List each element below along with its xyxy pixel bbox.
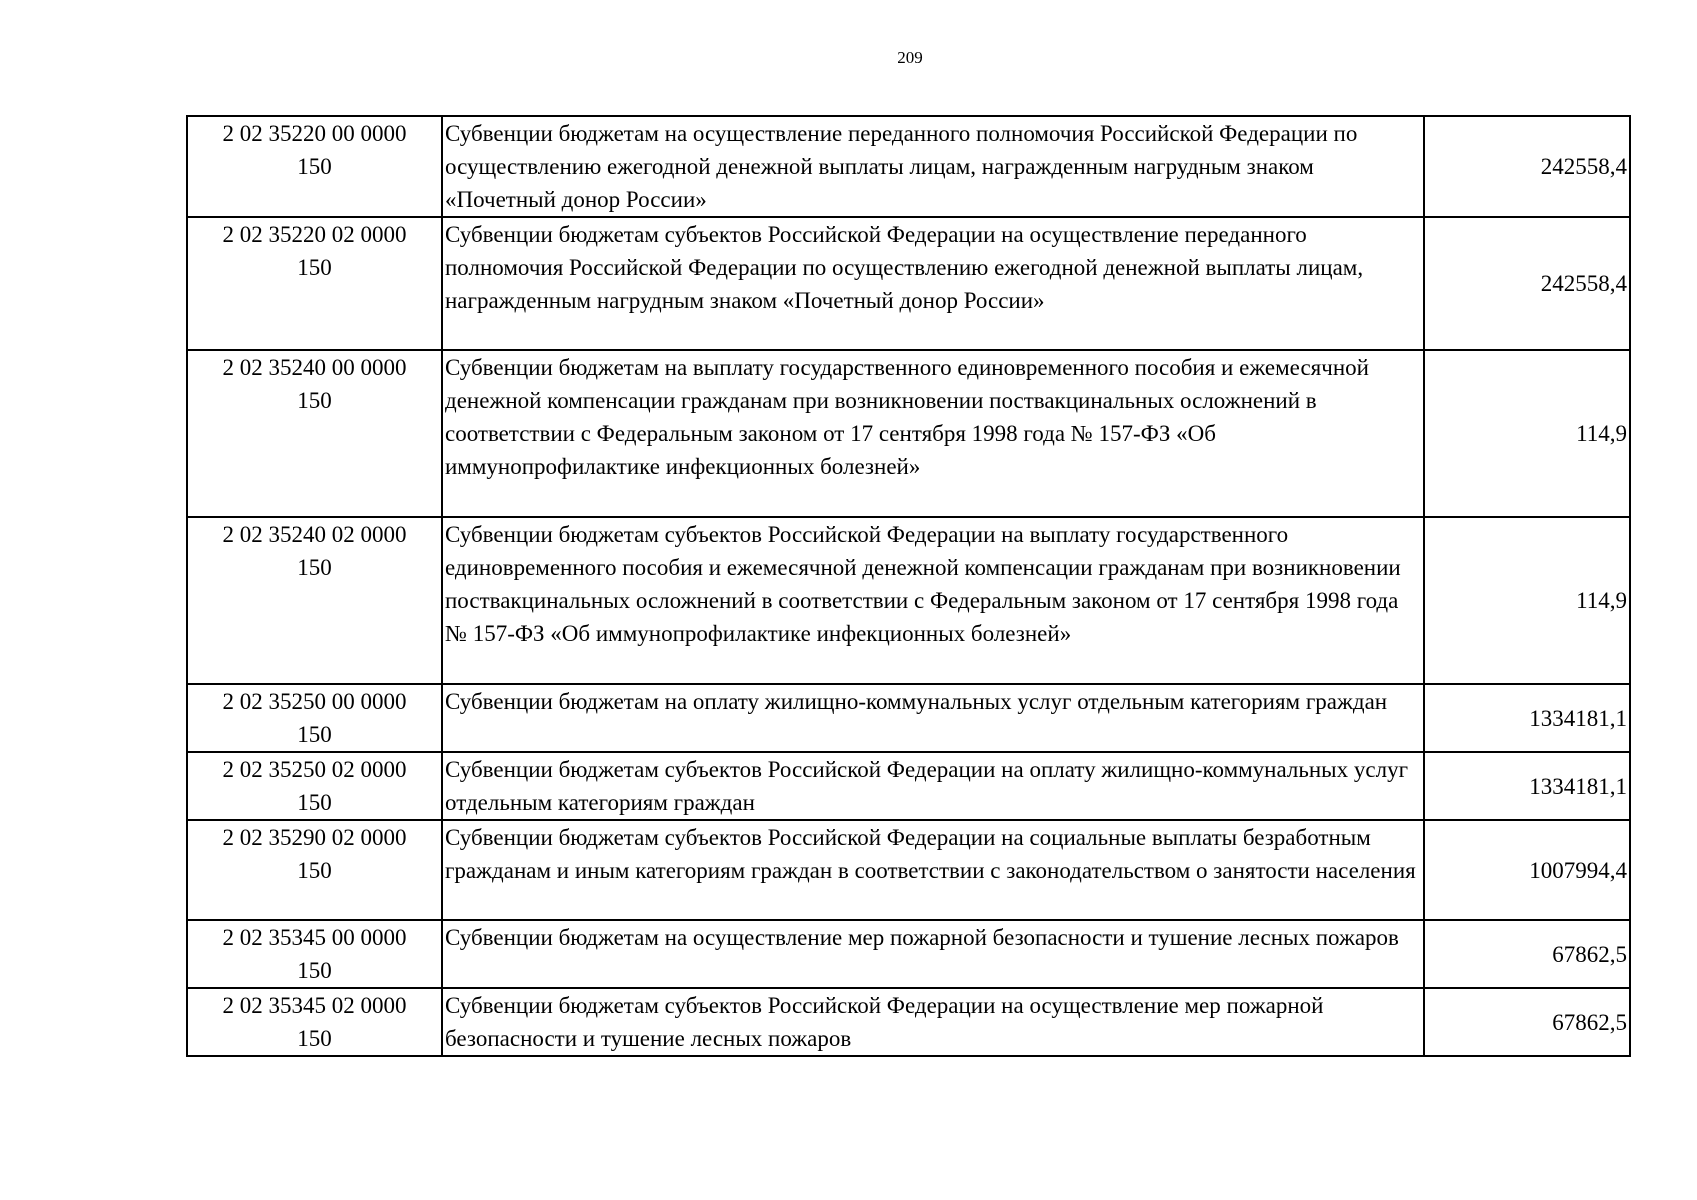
description-cell: Субвенции бюджетам субъектов Российской Федерации на оплату жилищно-коммунальных услуг отдельным категориям граждан: [442, 752, 1424, 820]
code-line-1: 2 02 35220 00 0000: [222, 121, 407, 146]
amount-cell: 1007994,4: [1424, 820, 1630, 920]
code-cell: [187, 752, 442, 820]
amount-cell: 114,9: [1424, 517, 1630, 684]
code-line-1: 2 02 35250 02 0000: [222, 757, 407, 782]
description-cell: Субвенции бюджетам на осуществление мер пожарной безопасности и тушение лесных пожаров: [442, 920, 1424, 988]
code-line-1: 2 02 35290 02 0000: [222, 825, 407, 850]
code-cell: [187, 920, 442, 988]
code-cell: [187, 217, 442, 350]
page-number: 209: [897, 48, 923, 67]
code-line-2: 150: [297, 154, 332, 179]
amount-cell: 242558,4: [1424, 116, 1630, 217]
code-line-1: 2 02 35345 02 0000: [222, 993, 407, 1018]
code-line-2: 150: [297, 388, 332, 413]
table-row: [187, 988, 1630, 1056]
amount-cell: 114,9: [1424, 350, 1630, 517]
code-line-1: 2 02 35240 00 0000: [222, 355, 407, 380]
description-cell: Субвенции бюджетам субъектов Российской Федерации на выплату государственного единовременного пособия и ежемесячной денежной компенсации гражданам при возникновении поствакцинальных осложнений в соответствии с Федеральным законом от 17 сентября 1998 года № 157-ФЗ «Об иммунопрофилактике инфекционных болезней»: [442, 517, 1424, 684]
table-row: [187, 752, 1630, 820]
code-line-1: 2 02 35345 00 0000: [222, 925, 407, 950]
code-cell: [187, 988, 442, 1056]
table-row: [187, 116, 1630, 217]
code-line-2: 150: [297, 1026, 332, 1051]
code-line-1: 2 02 35250 00 0000: [222, 689, 407, 714]
code-line-2: 150: [297, 858, 332, 883]
code-line-2: 150: [297, 555, 332, 580]
table-row: [187, 684, 1630, 752]
table-row: [187, 920, 1630, 988]
description-cell: Субвенции бюджетам на оплату жилищно-коммунальных услуг отдельным категориям граждан: [442, 684, 1424, 752]
code-cell: [187, 517, 442, 684]
description-cell: Субвенции бюджетам на осуществление переданного полномочия Российской Федерации по осуществлению ежегодной денежной выплаты лицам, награжденным нагрудным знаком «Почетный донор России»: [442, 116, 1424, 217]
amount-cell: 1334181,1: [1424, 684, 1630, 752]
code-line-2: 150: [297, 790, 332, 815]
code-cell: [187, 820, 442, 920]
description-cell: Субвенции бюджетам на выплату государственного единовременного пособия и ежемесячной денежной компенсации гражданам при возникновении поствакцинальных осложнений в соответствии с Федеральным законом от 17 сентября 1998 года № 157-ФЗ «Об иммунопрофилактике инфекционных болезней»: [442, 350, 1424, 517]
code-line-2: 150: [297, 958, 332, 983]
table-row: [187, 350, 1630, 517]
description-cell: Субвенции бюджетам субъектов Российской Федерации на осуществление переданного полномочия Российской Федерации по осуществлению ежегодной денежной выплаты лицам, награжденным нагрудным знаком «Почетный донор России»: [442, 217, 1424, 350]
description-cell: Субвенции бюджетам субъектов Российской Федерации на социальные выплаты безработным гражданам и иным категориям граждан в соответствии с законодательством о занятости населения: [442, 820, 1424, 920]
amount-cell: 242558,4: [1424, 217, 1630, 350]
code-cell: [187, 116, 442, 217]
amount-cell: 1334181,1: [1424, 752, 1630, 820]
code-line-2: 150: [297, 255, 332, 280]
code-cell: [187, 350, 442, 517]
description-cell: Субвенции бюджетам субъектов Российской Федерации на осуществление мер пожарной безопасности и тушение лесных пожаров: [442, 988, 1424, 1056]
code-cell: [187, 684, 442, 752]
table-row: [187, 517, 1630, 684]
amount-cell: 67862,5: [1424, 920, 1630, 988]
budget-table: [186, 115, 1631, 1057]
table-row: [187, 217, 1630, 350]
code-line-1: 2 02 35240 02 0000: [222, 522, 407, 547]
code-line-1: 2 02 35220 02 0000: [222, 222, 407, 247]
amount-cell: 67862,5: [1424, 988, 1630, 1056]
code-line-2: 150: [297, 722, 332, 747]
table-row: [187, 820, 1630, 920]
